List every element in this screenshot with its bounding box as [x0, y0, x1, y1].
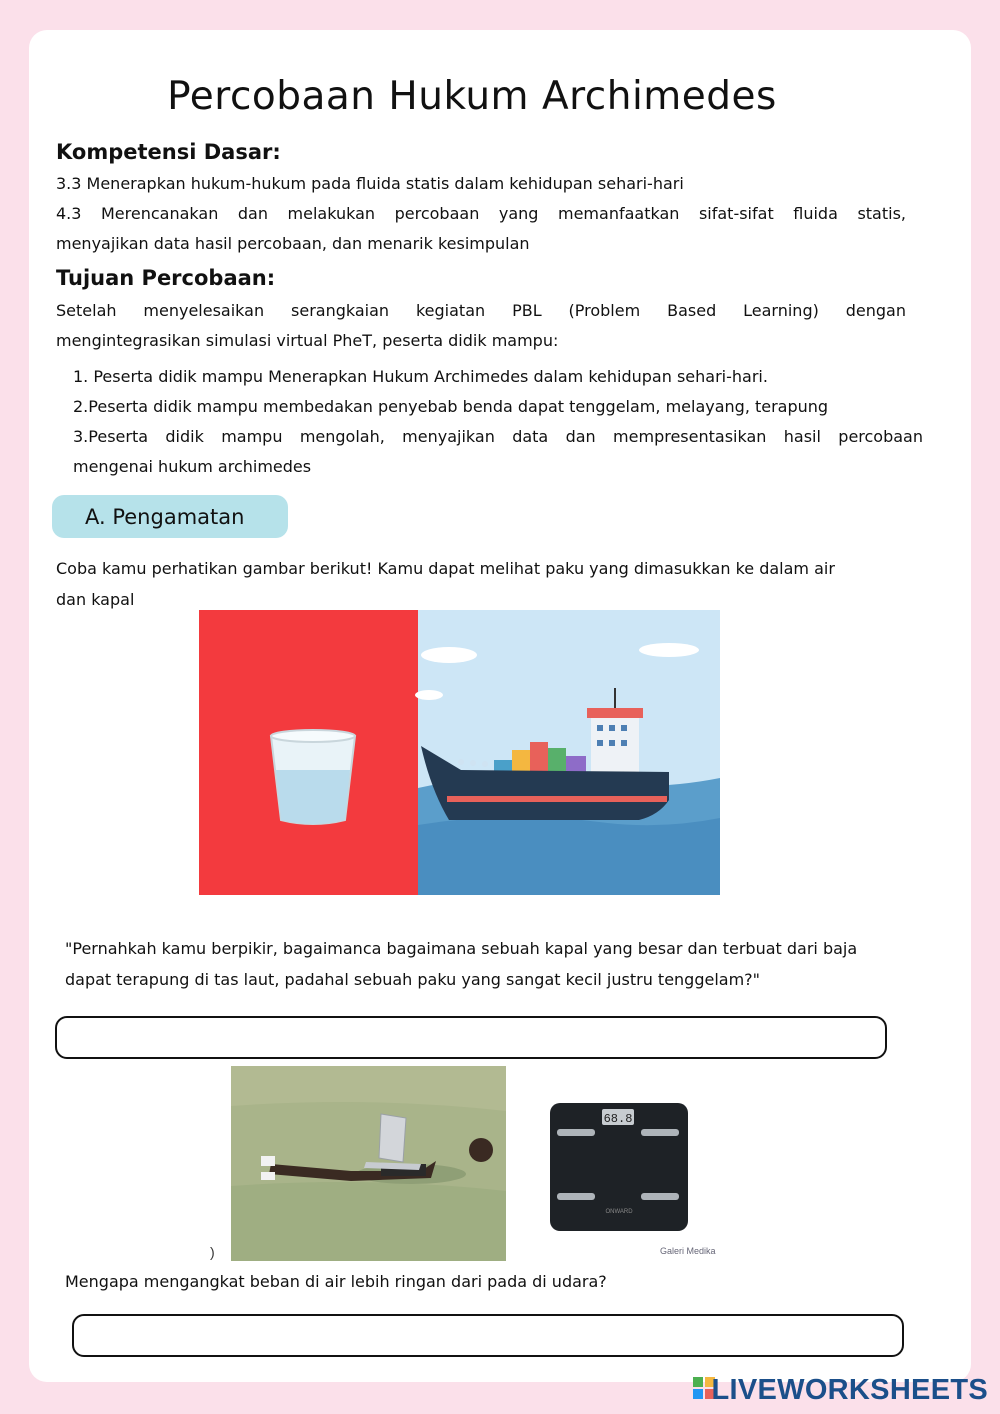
- glass-of-water-icon: [271, 730, 355, 824]
- kd-3-3: 3.3 Menerapkan hukum-hukum pada fluida statis dalam kehidupan sehari-hari: [56, 174, 684, 193]
- tujuan-item-3-line2: mengenai hukum archimedes: [73, 457, 312, 476]
- scale-brand: ONWARD: [605, 1209, 633, 1215]
- section-a-label: A. Pengamatan: [52, 495, 288, 538]
- digital-scale-image: [540, 1095, 720, 1265]
- kd-4-3-line1: 4.3 Merencanakan dan melakukan percobaan yang memanfaatkan sifat-sifat fluida statis,: [56, 204, 906, 223]
- footer-brand[interactable]: LIVEWORKSHEETS: [711, 1374, 988, 1406]
- question-1-line1: "Pernahkah kamu berpikir, bagaimanca bagaimana sebuah kapal yang besar dan terbuat dari baja: [65, 939, 858, 958]
- kompetensi-heading: Kompetensi Dasar:: [56, 140, 281, 164]
- caption-mark: ): [210, 1244, 215, 1260]
- tujuan-heading: Tujuan Percobaan:: [56, 266, 276, 290]
- glass-and-ship-image: [199, 610, 720, 895]
- answer-2-input[interactable]: [72, 1314, 904, 1357]
- observation-intro-line2: dan kapal: [56, 590, 135, 609]
- tujuan-item-1: 1. Peserta didik mampu Menerapkan Hukum Archimedes dalam kehidupan sehari-hari.: [73, 367, 768, 386]
- tujuan-item-3-line1: 3.Peserta didik mampu mengolah, menyajikan data dan mempresentasikan hasil percobaan: [73, 427, 923, 446]
- tujuan-intro-line1: Setelah menyelesaikan serangkaian kegiatan PBL (Problem Based Learning) dengan: [56, 301, 906, 320]
- kd-4-3-line2: menyajikan data hasil percobaan, dan menarik kesimpulan: [56, 234, 530, 253]
- answer-1-input[interactable]: [55, 1016, 887, 1059]
- page-title: Percobaan Hukum Archimedes: [167, 74, 777, 119]
- scale-reading: 68.8: [603, 1112, 633, 1126]
- question-1-line2: dapat terapung di tas laut, padahal sebuah paku yang sangat kecil justru tenggelam?": [65, 970, 761, 989]
- tujuan-intro-line2: mengintegrasikan simulasi virtual PheT, peserta didik mampu:: [56, 331, 559, 350]
- image-credit: Galeri Medika: [660, 1246, 716, 1256]
- question-2: Mengapa mengangkat beban di air lebih ringan dari pada di udara?: [65, 1272, 607, 1291]
- tujuan-item-2: 2.Peserta didik mampu membedakan penyebab benda dapat tenggelam, melayang, terapung: [73, 397, 829, 416]
- observation-intro-line1: Coba kamu perhatikan gambar berikut! Kamu dapat melihat paku yang dimasukkan ke dalam air: [56, 559, 835, 578]
- person-floating-image: [231, 1066, 506, 1261]
